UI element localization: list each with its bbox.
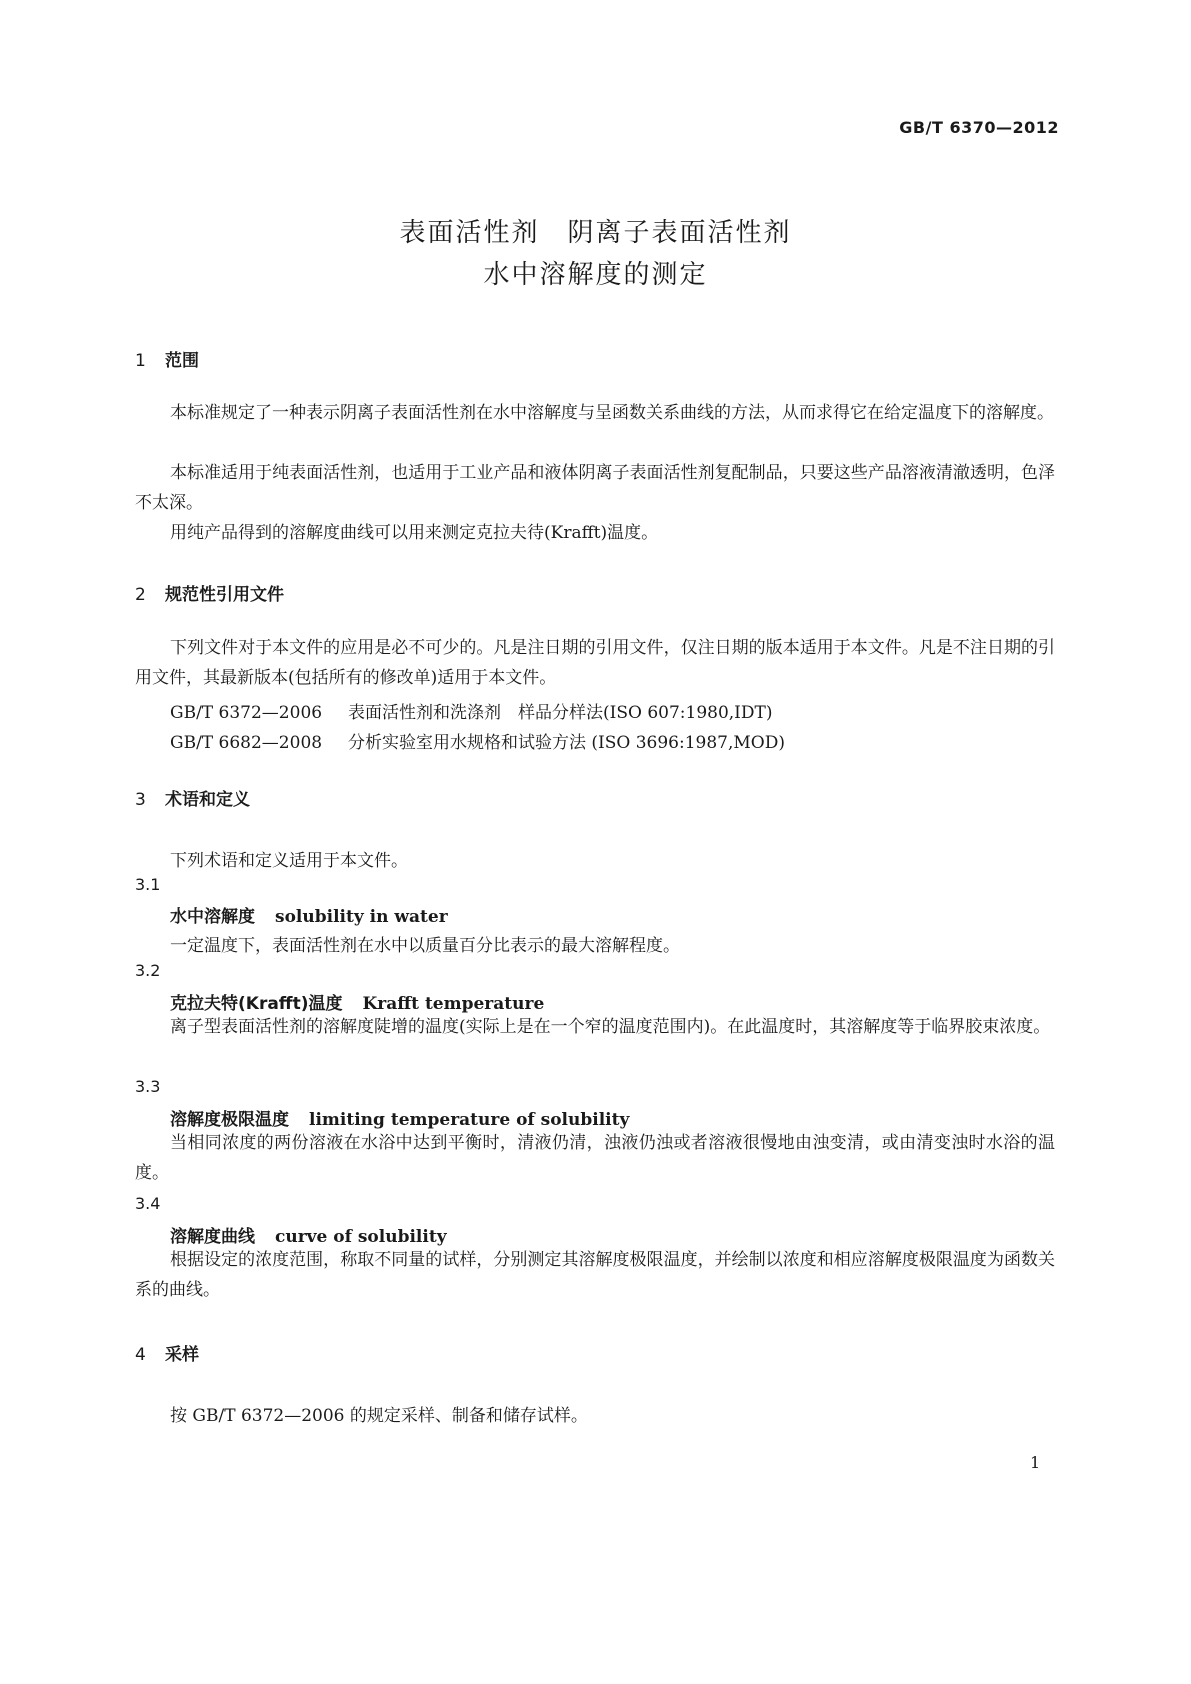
term-en: Krafft temperature	[362, 994, 545, 1014]
term-en: limiting temperature of solubility	[309, 1110, 630, 1130]
paragraph: 本标准适用于纯表面活性剂，也适用于工业产品和液体阴离子表面活性剂复配制品，只要这些产品溶液清澈透明，色泽不太深。	[135, 463, 1055, 513]
section-title: 采样	[165, 1345, 199, 1365]
term-heading	[170, 989, 544, 1014]
term-zh: 克拉夫特(Krafft)温度	[170, 994, 343, 1014]
section-number: 3	[135, 790, 146, 810]
term-heading	[170, 902, 448, 927]
term-en: solubility in water	[275, 907, 448, 927]
section-number: 1	[135, 351, 146, 371]
term-number: 3.3	[135, 1077, 161, 1096]
reference-code: GB/T 6372—2006	[170, 703, 323, 723]
term-heading	[170, 1222, 447, 1247]
section-number: 2	[135, 585, 146, 605]
paragraph: 下列文件对于本文件的应用是必不可少的。凡是注日期的引用文件，仅注日期的版本适用于本文件。凡是不注日期的引用文件，其最新版本(包括所有的修改单)适用于本文件。	[135, 638, 1055, 688]
document-title-line-1: 表面活性剂 阴离子表面活性剂	[399, 218, 792, 248]
term-number: 3.1	[135, 875, 161, 894]
term-zh: 溶解度曲线	[170, 1227, 255, 1247]
reference-title: 表面活性剂和洗涤剂 样品分样法(ISO 607:1980,IDT)	[348, 703, 773, 723]
reference-item	[170, 728, 785, 753]
term-zh: 水中溶解度	[170, 907, 255, 927]
paragraph: 用纯产品得到的溶解度曲线可以用来测定克拉夫待(Krafft)温度。	[170, 523, 659, 543]
reference-item	[170, 698, 773, 723]
page-number: 1	[1030, 1453, 1041, 1472]
terms-intro: 下列术语和定义适用于本文件。	[170, 851, 408, 871]
section-heading-normative-references	[135, 580, 284, 605]
term-heading	[170, 1105, 629, 1130]
reference-title: 分析实验室用水规格和试验方法 (ISO 3696:1987,MOD)	[348, 733, 786, 753]
section-heading-scope	[135, 346, 199, 371]
term-zh: 溶解度极限温度	[170, 1110, 289, 1130]
term-definition: 当相同浓度的两份溶液在水浴中达到平衡时，清液仍清，浊液仍浊或者溶液很慢地由浊变清，或由清变浊时水浴的温度。	[135, 1133, 1055, 1183]
section-number: 4	[135, 1345, 146, 1365]
term-definition: 离子型表面活性剂的溶解度陡增的温度(实际上是在一个窄的温度范围内)。在此温度时，其溶解度等于临界胶束浓度。	[170, 1017, 1051, 1037]
paragraph: 本标准规定了一种表示阴离子表面活性剂在水中溶解度与呈函数关系曲线的方法，从而求得它在给定温度下的溶解度。	[170, 403, 1054, 423]
section-title: 范围	[165, 351, 199, 371]
term-definition: 根据设定的浓度范围，称取不同量的试样，分别测定其溶解度极限温度，并绘制以浓度和相应溶解度极限温度为函数关系的曲线。	[135, 1250, 1055, 1300]
section-title: 规范性引用文件	[165, 585, 284, 605]
term-number: 3.4	[135, 1194, 161, 1213]
term-number: 3.2	[135, 961, 161, 980]
term-definition: 一定温度下，表面活性剂在水中以质量百分比表示的最大溶解程度。	[170, 936, 680, 956]
document-title-line-2: 水中溶解度的测定	[483, 260, 708, 290]
paragraph: 按 GB/T 6372—2006 的规定采样、制备和储存试样。	[170, 1406, 588, 1426]
reference-code: GB/T 6682—2008	[170, 733, 323, 753]
section-heading-terms-definitions	[135, 785, 250, 810]
standard-number: GB/T 6370—2012	[899, 118, 1059, 137]
term-en: curve of solubility	[275, 1227, 447, 1247]
section-heading-sampling	[135, 1340, 199, 1365]
section-title: 术语和定义	[165, 790, 250, 810]
